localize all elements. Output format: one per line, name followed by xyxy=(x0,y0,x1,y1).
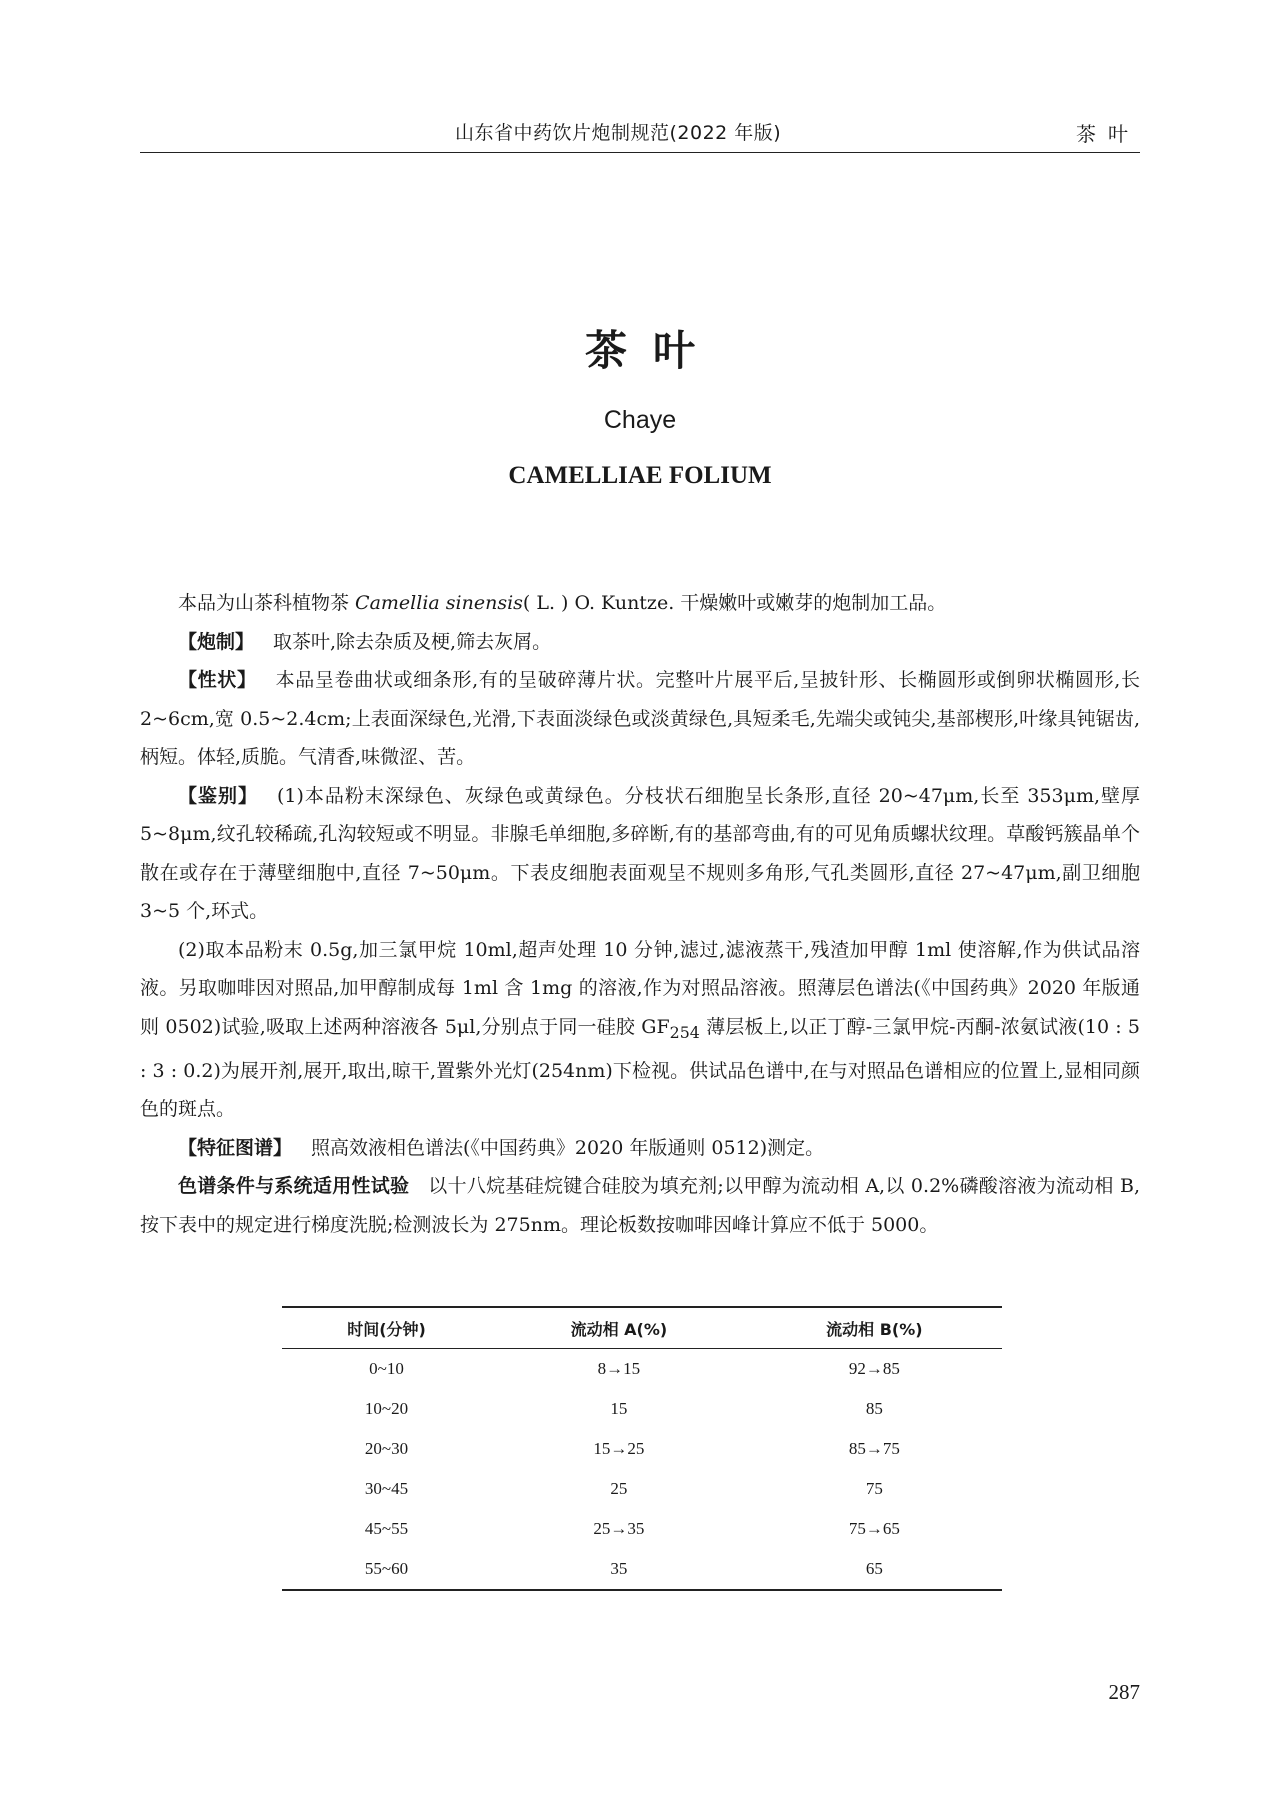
table-row xyxy=(282,1469,1002,1509)
running-header-entry-name: 茶叶 xyxy=(1076,122,1140,146)
table-cell-time: 45~55 xyxy=(364,1519,409,1538)
table-row xyxy=(282,1549,1002,1590)
table-header-time: 时间(分钟) xyxy=(282,1307,491,1349)
fingerprint-text: 照高效液相色谱法(《中国药典》2020 年版通则 0512)测定。 xyxy=(311,1136,825,1159)
processing-text: 取茶叶,除去杂质及梗,筛去灰屑。 xyxy=(273,630,552,653)
table-cell-phase-b: 65 xyxy=(747,1549,1002,1590)
table-row xyxy=(282,1349,1002,1390)
table-cell-phase-b: 75→65 xyxy=(848,1519,900,1538)
description-section xyxy=(140,661,1140,777)
table-cell-phase-b: 85→75 xyxy=(848,1439,900,1458)
description-text: 本品呈卷曲状或细条形,有的呈破碎薄片状。完整叶片展平后,呈披针形、长椭圆形或倒卵状椭圆形,长 2~6cm,宽 0.5~2.4cm;上表面深绿色,光滑,下表面淡绿色或淡黄绿色,具短柔毛,先端尖或钝尖,基部楔形,叶缘具钝锯齿,柄短。体轻,质脆。气清香,味微涩、苦。 xyxy=(140,669,1140,768)
table-cell-time: 20~30 xyxy=(364,1439,409,1458)
intro-text-after: ( L. ) O. Kuntze. 干燥嫩叶或嫩芽的炮制加工品。 xyxy=(522,592,947,614)
running-header xyxy=(140,112,1140,152)
table-row xyxy=(282,1429,1002,1469)
chromatography-text: 以十八烷基硅烷键合硅胶为填充剂;以甲醇为流动相 A,以 0.2%磷酸溶液为流动相 B,按下表中的规定进行梯度洗脱;检测波长为 275nm。理论板数按咖啡因峰计算应不低于 5000。 xyxy=(140,1175,1140,1236)
fingerprint-label: 【特征图谱】 xyxy=(178,1136,293,1159)
header-rule xyxy=(140,152,1140,153)
intro-latin-name: Camellia sinensis xyxy=(355,592,523,614)
processing-section xyxy=(140,623,1140,662)
monograph-body xyxy=(140,584,1140,1244)
processing-label: 【炮制】 xyxy=(178,630,255,653)
table-cell-phase-a: 35 xyxy=(491,1549,747,1590)
table-cell-phase-b: 92→85 xyxy=(848,1359,900,1378)
table-header-row xyxy=(282,1307,1002,1349)
table-row xyxy=(282,1509,1002,1549)
table-header-phase-a: 流动相 A(%) xyxy=(491,1307,747,1349)
page-number: 287 xyxy=(1108,1680,1140,1704)
chromatography-section xyxy=(140,1167,1140,1244)
entry-title-pinyin: Chaye xyxy=(603,406,677,434)
identification-section xyxy=(140,777,1140,931)
table-cell-phase-b: 85 xyxy=(865,1399,883,1418)
identification-item-2-text-b: 薄层板上,以正丁醇-三氯甲烷-丙酮-浓氨试液(10 : 5 : 3 : 0.2)为展开剂,展开,取出,晾干,置紫外光灯(254nm)下检视。供试品色谱中,在与对照品色谱相应的位置上,显相同颜色的斑点。 xyxy=(140,1015,1140,1121)
identification-item-2-subscript: 254 xyxy=(669,1022,700,1042)
table-cell-phase-a: 25 xyxy=(610,1479,628,1498)
entry-title-latin: CAMELLIAE FOLIUM xyxy=(508,462,772,489)
identification-label: 【鉴别】 xyxy=(178,784,258,807)
table-cell-phase-a: 15→25 xyxy=(593,1439,645,1458)
table-row xyxy=(282,1389,1002,1429)
gradient-table xyxy=(282,1306,1002,1591)
running-header-book-title: 山东省中药饮片炮制规范(2022 年版) xyxy=(455,122,782,144)
table-header-phase-b: 流动相 B(%) xyxy=(747,1307,1002,1349)
table-cell-phase-a: 15 xyxy=(610,1399,628,1418)
identification-item-2 xyxy=(140,931,1140,1129)
identification-item-2-text-a: (2)取本品粉末 0.5g,加三氯甲烷 10ml,超声处理 10 分钟,滤过,滤液蒸干,残渣加甲醇 1ml 使溶解,作为供试品溶液。另取咖啡因对照品,加甲醇制成每 1ml 含 1mg 的溶液,作为对照品溶液。照薄层色谱法(《中国药典》2020 年版通则 0502)试验,吸取上述两种溶液各 5μl,分别点于同一硅胶 GF xyxy=(140,938,1140,1038)
table-cell-phase-a: 8→15 xyxy=(597,1359,641,1378)
table-cell-time: 30~45 xyxy=(364,1479,409,1498)
table-cell-phase-b: 75 xyxy=(865,1479,883,1498)
table-cell-time: 10~20 xyxy=(364,1399,409,1418)
chromatography-label: 色谱条件与系统适用性试验 xyxy=(178,1175,410,1198)
table-cell-time: 0~10 xyxy=(369,1359,404,1378)
fingerprint-section xyxy=(140,1129,1140,1168)
identification-item-1: (1)本品粉末深绿色、灰绿色或黄绿色。分枝状石细胞呈长条形,直径 20~47μm,长至 353μm,壁厚 5~8μm,纹孔较稀疏,孔沟较短或不明显。非腺毛单细胞,多碎断,有的基部弯曲,有的可见角质螺状纹理。草酸钙簇晶单个散在或存在于薄壁细胞中,直径 7~50μm。下表皮细胞表面观呈不规则多角形,气孔类圆形,直径 27~47μm,副卫细胞 3~5 个,环式。 xyxy=(140,784,1140,922)
table-cell-time: 55~60 xyxy=(282,1549,491,1590)
intro-paragraph xyxy=(140,584,1140,623)
entry-title-chinese: 茶叶 xyxy=(584,326,721,375)
description-label: 【性状】 xyxy=(178,669,257,691)
intro-text-before: 本品为山茶科植物茶 xyxy=(178,592,356,614)
table-cell-phase-a: 25→35 xyxy=(593,1519,645,1538)
